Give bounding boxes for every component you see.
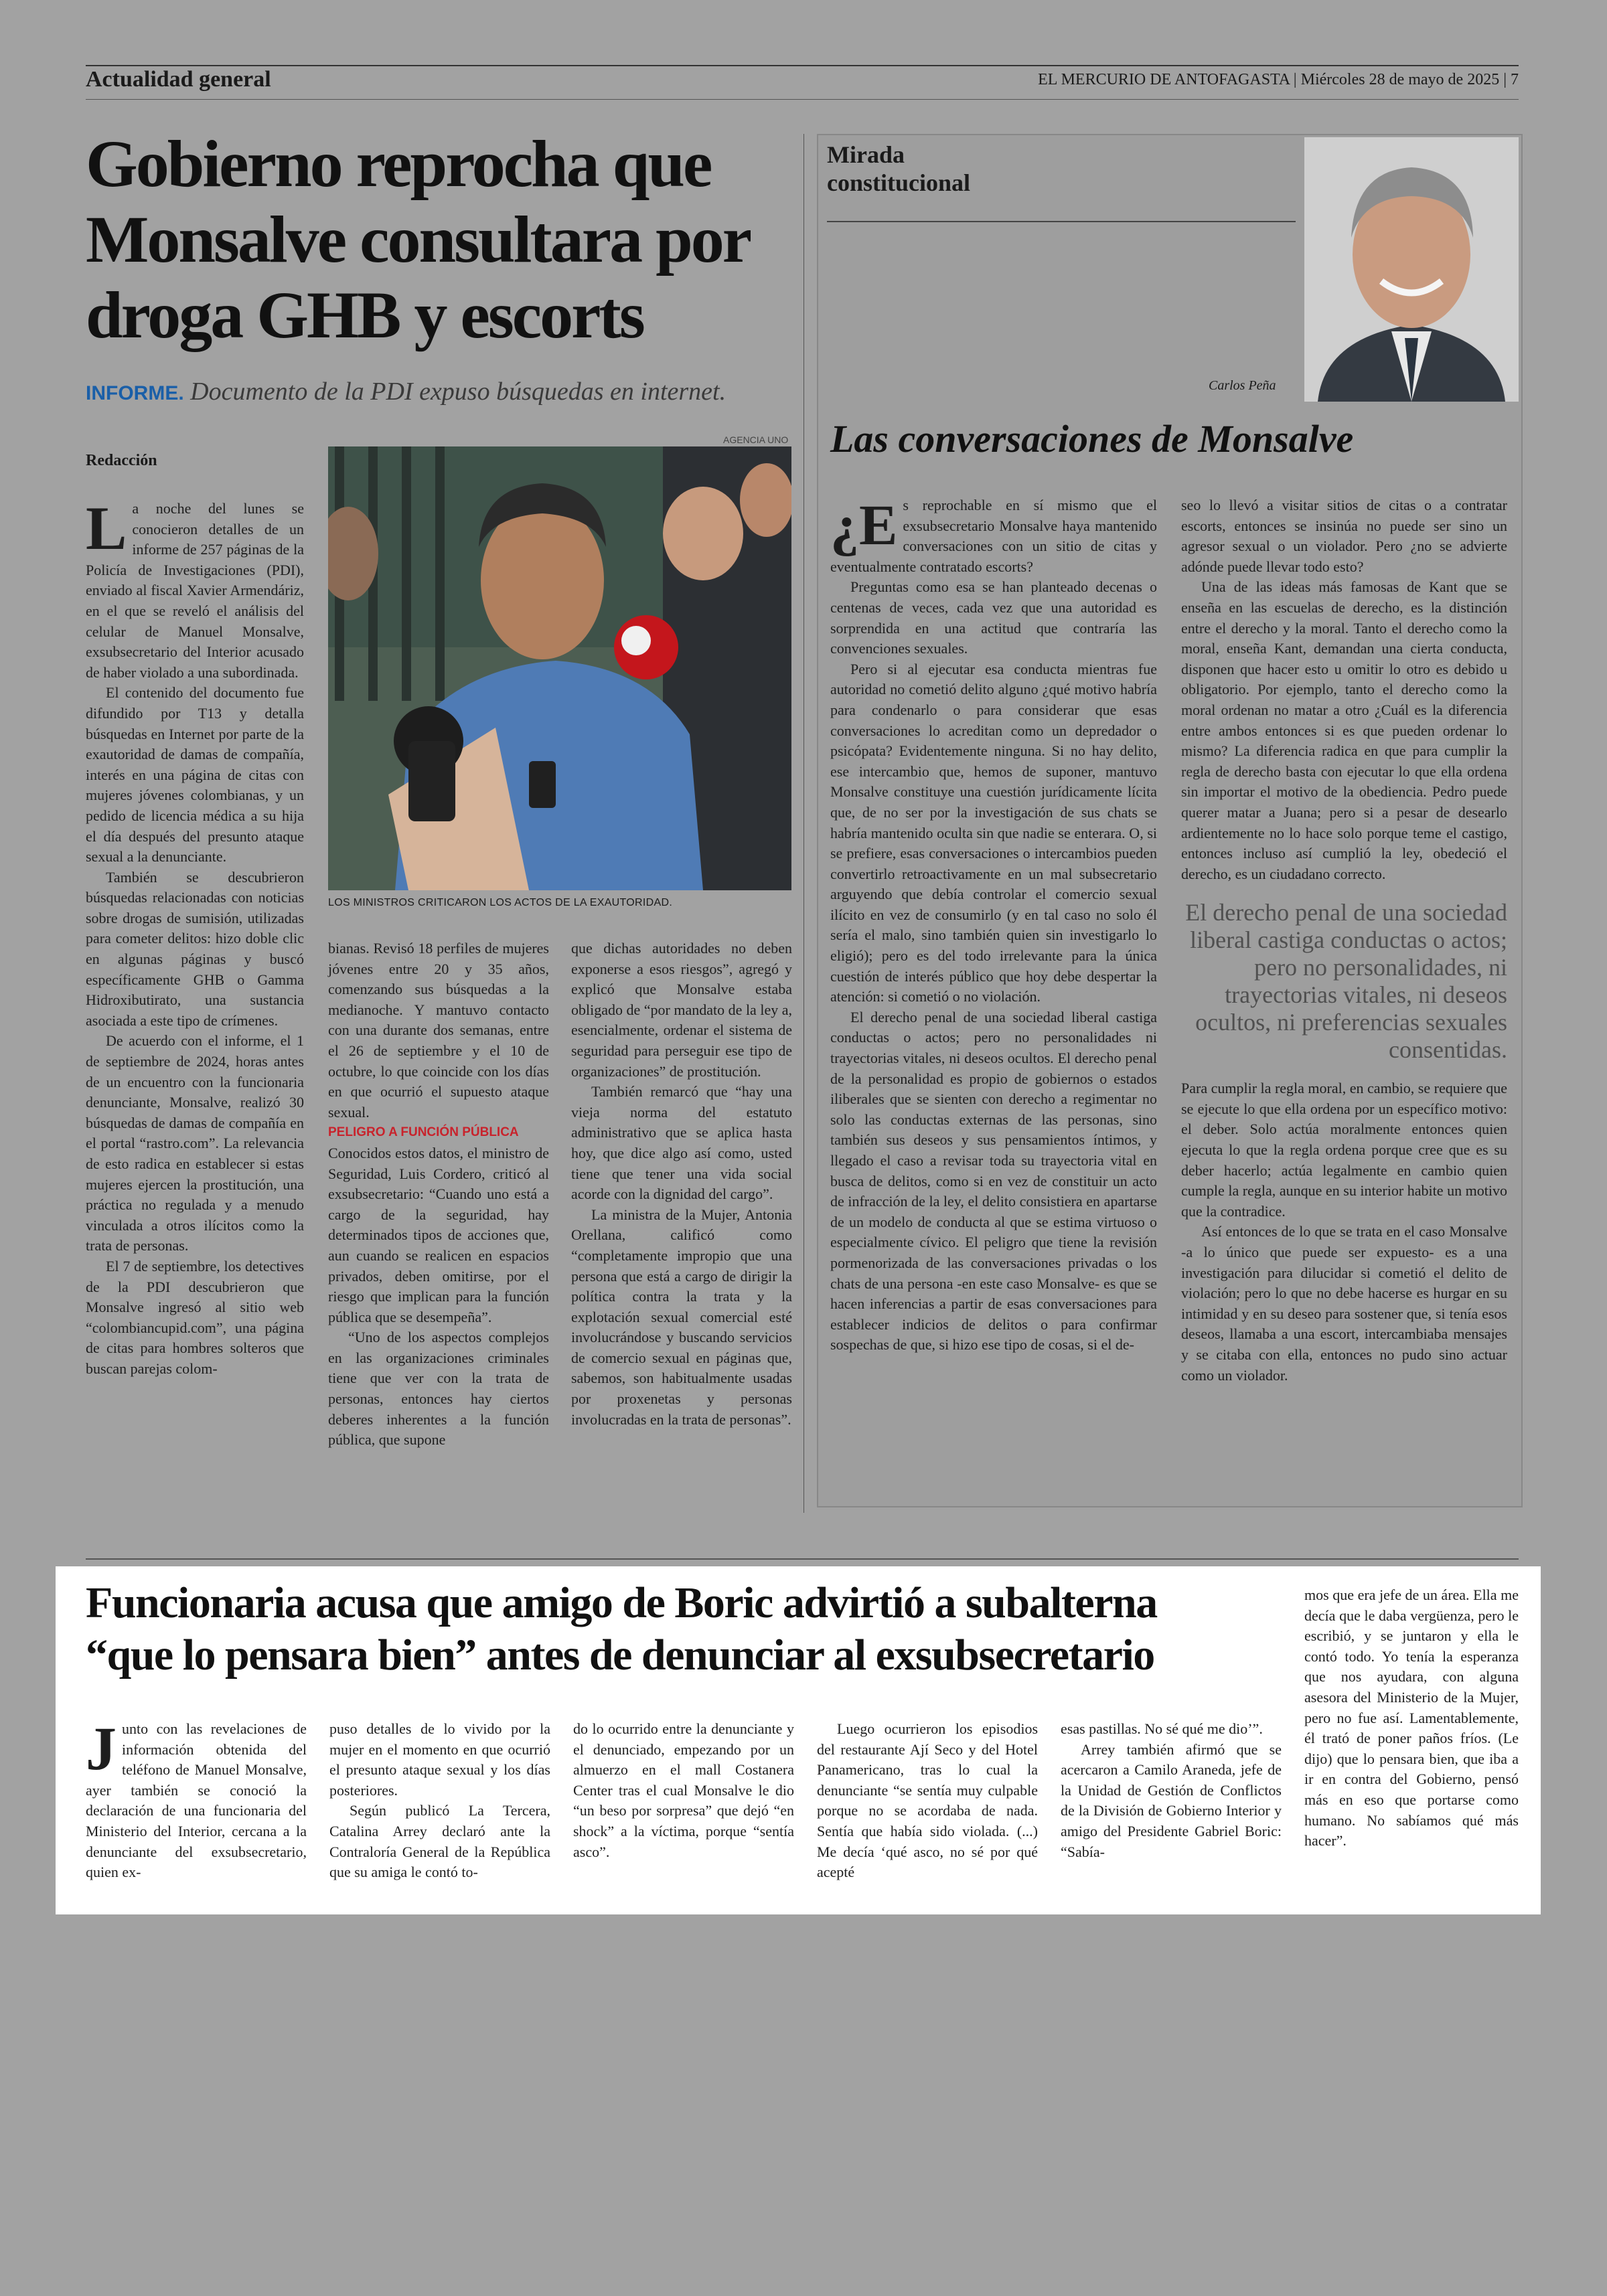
- main-deck: [86, 377, 836, 406]
- second-col-3: [573, 1719, 794, 1862]
- opinion-col1-p3: Pero si al ejecutar esa conducta mientras fue autoridad no cometió delito alguno ¿qué motivo habría para condenarlo o para considerar que esas conversaciones lo acreditan como un depredador o psicópata? Evidentemente ninguna. Si no hay delito, ese intercambio que, hemos de suponer, mantuvo Monsalve constituye una cuestión jurídicamente lícita que, de no ser por la investigación de sus chats se habría mantenido oculta sin que nadie se enterara. O, si se prefiere, esas conversaciones o intercambios pueden convertirlo retroactivamente en un mal subsecretario arguyendo que debía controlar el comercio sexual ilícito en vez de consumirlo (y en tal caso no solo él sería el malo, sino también quien sin investigarlo lo eligió); pero es del todo irrelevante para la única cuestión de interés público que hoy debe despertar la atención: si cometió o no violación.: [830, 660, 1157, 1005]
- second-dropcap: J: [86, 1714, 117, 1783]
- opinion-col-1: [830, 495, 1157, 1356]
- pullquote: El derecho penal de una sociedad liberal castiga conductas o actos; pero no personalidades, ni trayectorias vitales, ni deseos ocultos, ni preferencias sexuales consentidas.: [1185, 899, 1507, 1064]
- second-col3-p1: do lo ocurrido entre la denunciante y el denunciado, empezando por un almuerzo en el mall Costanera Center tras el cual Monsalve le dio “un beso por sorpresa” que dejó “en shock” a la víctima, porque “sentía asco”.: [573, 1720, 794, 1860]
- main-col-2: [328, 938, 549, 1451]
- second-col2-p2: Según publicó La Tercera, Catalina Arrey declaró ante la Contraloría General de la República que su amiga le contó to-: [329, 1802, 550, 1881]
- opinion-col2-p4: Así entonces de lo que se trata en el caso Monsalve -a lo único que puede ser expuesto- es a una investigación para dilucidar si cometió el delito de violación; pero lo que no debe hacerse es hurgar en su intimidad y en su deseo para sostener que, si tenía esos deseos, llamaba a una escort, intercambiaba mensajes y se citaba con ella, entonces no pudo sino actuar como un violador.: [1181, 1223, 1507, 1384]
- opinion-col2-p1: seo lo llevó a visitar sitios de citas o a contratar escorts, entonces se insinúa no puede ser sino un agresor sexual o un violador. Pero ¿no se advierte adónde puede llevar todo esto?: [1181, 497, 1507, 575]
- subhead: PELIGRO A FUNCIÓN PÚBLICA: [328, 1125, 519, 1140]
- author-photo: [1304, 137, 1519, 402]
- second-col5-p2: Arrey también afirmó que se acercaron a Camilo Araneda, jefe de la Unidad de Gestión de Conflictos de la División de Gobierno Interior y amigo del Presidente Gabriel Boric: “Sabía-: [1061, 1740, 1282, 1860]
- second-col-4: [817, 1719, 1038, 1883]
- opinion-col2-p2: Una de las ideas más famosas de Kant que se enseña en las escuelas de derecho, es la distinción entre el derecho y la moral. Tanto el derecho como la moral, enseña Kant, demandan una cierta conducta, disponen que hacer esto u omitir lo otro es debido u obligatorio. Por ejemplo, tanto el derecho como la moral ordenan no matar a otro ¿Cuál es la diferencia entre ambos entonces si es que pueden ordenar lo mismo? La diferencia radica en que para cumplir la regla de derecho basta con ejecutar lo que ella ordena sin importar el motivo de la obediencia. Pedro puede querer matar a Juana; pero si a pesar de desearlo ardientemente no lo hace solo porque teme el castigo, entonces incluso así cumplió la ley, obedeció el derecho, es un ciudadano correcto.: [1181, 578, 1507, 882]
- main-col1-p4: De acuerdo con el informe, el 1 de septiembre de 2024, horas antes de un encuentro con la funcionaria denunciante, Monsalve, realizó 30 búsquedas de damas de compañía en el portal “rastro.com”. La relevancia de esto radica en establecer si estas mujeres ejercen la prostitución, una práctica no regulada y a menudo vinculada a otros ilícitos como la trata de personas.: [86, 1032, 304, 1254]
- main-col2-p1: bianas. Revisó 18 perfiles de mujeres jóvenes entre 20 y 35 años, comenzando sus búsquedas a la medianoche. Y mantuvo contacto con una durante dos semanas, entre el 26 de septiembre y el 10 de octubre, lo que coincide con los días en que ocurrió el supuesto ataque sexual.: [328, 940, 549, 1121]
- main-headline: Gobierno reprocha que Monsalve consultara por droga GHB y escorts: [86, 127, 749, 352]
- bottom-rule: [86, 1558, 1519, 1560]
- second-headline-line1: Funcionaria acusa que amigo de Boric advirtió a subalterna: [86, 1578, 1157, 1627]
- opinion-col1-p4: El derecho penal de una sociedad liberal castiga conductas o actos; pero no personalidades ni trayectorias vitales, ni deseos ocultos. El derecho penal de la personalidad es propio de gobiernos o estados iliberales que se sienten con derecho a regimentar no solo las conductas externas de las personas, sino también sus deseos y sus pensamientos íntimos, y llegado el caso a revisar toda su trayectoria vital en busca de delitos, como si en vez de constituir un acto de infracción de la ley, el delito consistiera en apartarse de un modelo de conducta al que se estima virtuoso o especialmente cívico. El peligro que tiene la revisión pormenorizada de las conversaciones privadas o los chats de una persona -en este caso Monsalve- es que se hacen inferencias a partir de esas conversaciones para establecer indicios de delitos o para confirmar sospechas de que, si hizo ese tipo de cosas, si el de-: [830, 1008, 1157, 1354]
- opinion-dropcap: ¿E: [830, 493, 898, 557]
- photo-caption: LOS MINISTROS CRITICARON LOS ACTOS DE LA EXAUTORIDAD.: [328, 897, 673, 908]
- opinion-section-label: Mirada constitucional: [827, 141, 971, 196]
- kicker: INFORME.: [86, 382, 184, 404]
- opinion-col-2: [1181, 495, 1507, 1386]
- main-col1-p3: También se descubrieron búsquedas relacionadas con noticias sobre drogas de sumisión, utilizadas para cometer delitos: hizo doble clic en algunas páginas y buscó específicamente GHB o Gamma Hidroxibutirato, una sustancia asociada a este tipo de crímenes.: [86, 868, 304, 1029]
- opinion-section-rule: [827, 221, 1296, 222]
- main-col3-p2: También remarcó que “hay una vieja norma del estatuto administrativo que se aplica hasta hoy, que dice algo así como, usted tiene que tener una vida social acorde con la dignidad del cargo”.: [571, 1083, 792, 1203]
- header-rule: [86, 65, 1519, 66]
- header-rule-2: [86, 99, 1519, 100]
- monsalve-photo: [328, 446, 791, 890]
- main-col3-p3: La ministra de la Mujer, Antonia Orellana, calificó como “completamente impropio que una persona que está a cargo de dirigir la política contra la trata y la explotación sexual comercial esté involucrándose y buscando servicios de comercio sexual en páginas que, sabemos, son habitualmente usadas por proxenetas y personas involucradas en la trata de personas”.: [571, 1206, 792, 1428]
- dropcap: L: [86, 494, 127, 562]
- second-headline: [86, 1577, 1291, 1682]
- main-col3-p1: que dichas autoridades no deben exponerse a esos riesgos”, agregó y explicó que Monsalve estaba obligado de “por mandato de la ley a, esencialmente, ordenar el sistema de seguridad para perseguir ese tipo de organizaciones” de prostitución.: [571, 940, 792, 1080]
- second-col2-p1: puso detalles de lo vivido por la mujer en el momento en que ocurrió el presunto ataque sexual y los días posteriores.: [329, 1720, 550, 1799]
- second-col4-p1: Luego ocurrieron los episodios del restaurante Ají Seco y del Hotel Panamericano, tras lo cual la denunciante “se sentía muy culpable porque no se acordaba de nada. Sentía que había sido violada. (...) Me decía ‘qué asco, no sé por qué acepté: [817, 1720, 1038, 1881]
- second-col-2: [329, 1719, 550, 1883]
- main-col1-p1: a noche del lunes se conocieron detalles de un informe de 257 páginas de la Policía de Investigaciones (PDI), enviado al fiscal Xavier Armendáriz, en el que se reveló el análisis del celular de Manuel Monsalve, exsubsecretario del Interior acusado de haber violado a una subordinada.: [86, 500, 304, 681]
- second-col5-p1: esas pastillas. No sé qué me dio’”.: [1061, 1720, 1263, 1737]
- deck: Documento de la PDI expuso búsquedas en internet.: [190, 378, 726, 406]
- main-col1-p5: El 7 de septiembre, los detectives de la PDI descubrieron que Monsalve ingresó al sitio web “colombiancupid.com”, una página de citas para hombres solteros que buscan parejas colom-: [86, 1257, 304, 1377]
- second-col1-text: unto con las revelaciones de información obtenida del teléfono de Manuel Monsalve, ayer también se conoció la declaración de una funcionaria del Ministerio del Interior, cercana a la denunciante del exsubsecretario, quien ex-: [86, 1720, 307, 1881]
- opinion-col1-p1: s reprochable en sí mismo que el exsubsecretario Monsalve haya mantenido conversaciones con un sitio de citas y eventualmente contratado escorts?: [830, 497, 1157, 575]
- photo-illustration: [328, 446, 791, 890]
- main-col1-p2: El contenido del documento fue difundido por T13 y detalla búsquedas en Internet por parte de la exautoridad de damas de compañía, interés en una página de citas con mujeres jóvenes colombianas, y un pedido de licencia médica a su hija el día después del presunto ataque sexual a la denunciante.: [86, 684, 304, 866]
- main-col2-p2: Conocidos estos datos, el ministro de Seguridad, Luis Cordero, criticó al exsubsecretario: “Cuando uno está a cargo de la seguridad, hay determinados tipos de acciones que, aun cuando se realicen en espacios privados, deben omitirse, por el riesgo que implican para la función pública que se desempeña”.: [328, 1144, 549, 1325]
- second-col-1: [86, 1714, 307, 1883]
- opinion-col1-p2: Preguntas como esa se han planteado decenas o centenas de veces, cada vez que una autoridad es sorprendida en una actitud que contraría las convenciones sexuales.: [830, 578, 1157, 657]
- photo-credit: AGENCIA UNO: [723, 434, 789, 445]
- author-name: Carlos Peña: [1209, 378, 1276, 393]
- second-col-5: [1061, 1719, 1282, 1862]
- main-col-1: [86, 494, 304, 1380]
- section-label: Actualidad general: [86, 67, 271, 92]
- second-col6-p1: mos que era jefe de un área. Ella me decía que le daba vergüenza, pero le escribió, y se juntaron y ella le contó todo. Yo tenía la esperanza que nos ayudara, con alguna asesora del Ministerio de la Mujer, pero no fue así. Lamentablemente, él trató de poner paños fríos. (Le dijo) que lo pensara bien, que iba a ir en contra del Gobierno, pensó más en eso que portarse como humano. No sabíamos qué más hacer”.: [1304, 1586, 1519, 1850]
- second-col-6: [1304, 1585, 1519, 1852]
- main-col2-p3: “Uno de los aspectos complejos en las organizaciones criminales tiene que ver con la trata de personas, entonces hay ciertos deberes inherentes a la función pública, que supone: [328, 1329, 549, 1449]
- main-col-3: [571, 938, 792, 1430]
- opinion-col2-p3: Para cumplir la regla moral, en cambio, se requiere que se ejecute lo que ella ordena por un específico motivo: el deber. Solo actúa moralmente entonces quien ejecuta lo que la regla ordena porque cree que es su deber hacerlo; actúa legalmente en cambio quien cumple la regla, aunque en su interior habite un motivo que la contradice.: [1181, 1080, 1507, 1220]
- second-headline-line2: “que lo pensara bien” antes de denunciar al exsubsecretario: [86, 1631, 1154, 1679]
- byline: Redacción: [86, 452, 157, 469]
- author-portrait-illustration: [1304, 137, 1519, 402]
- opinion-title: Las conversaciones de Monsalve: [830, 417, 1354, 461]
- masthead: EL MERCURIO DE ANTOFAGASTA | Miércoles 28 de mayo de 2025 | 7: [1038, 71, 1519, 88]
